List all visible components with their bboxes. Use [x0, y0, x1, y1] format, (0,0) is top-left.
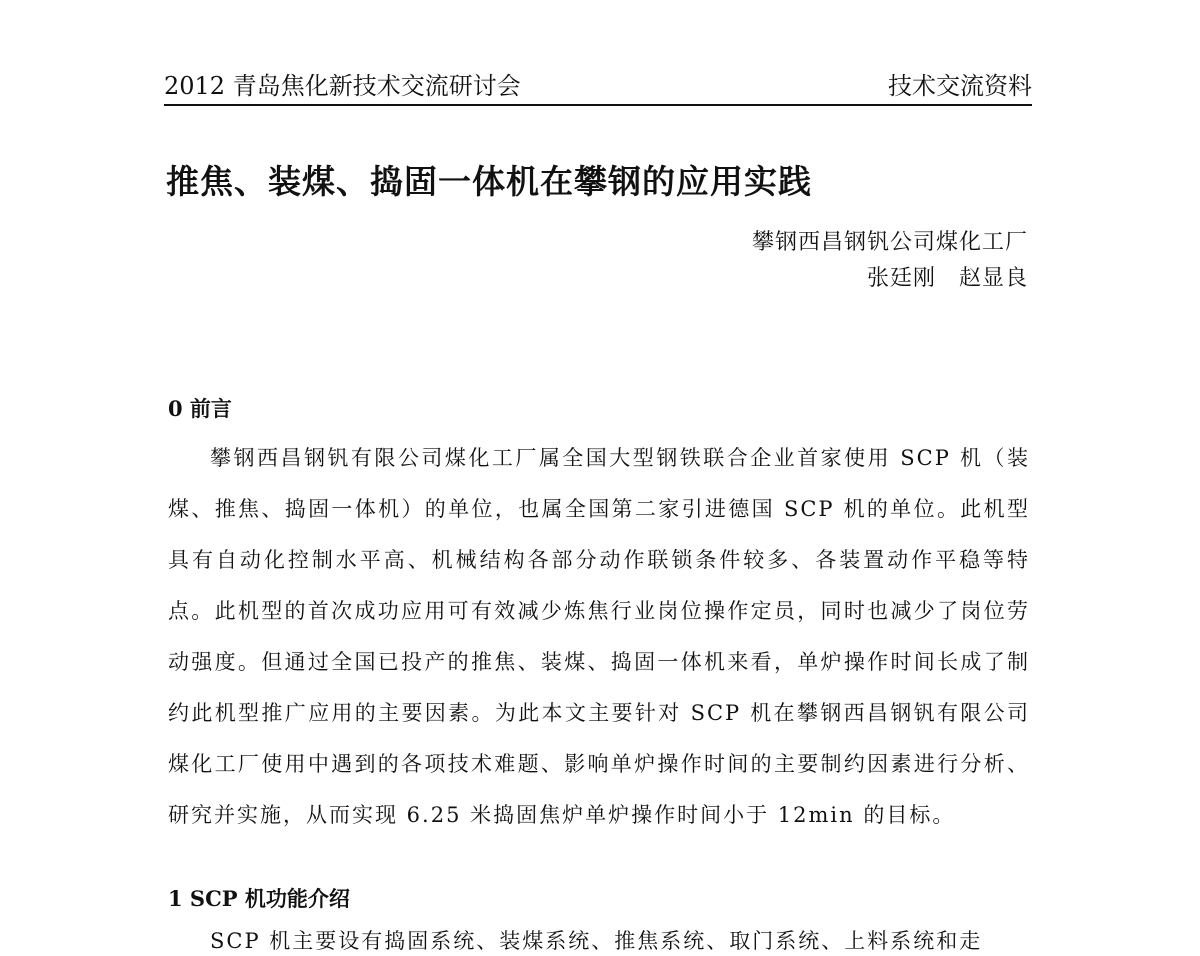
section-heading-scp-function: 1 SCP 机功能介绍	[168, 886, 350, 911]
author-affiliation: 攀钢西昌钢钒公司煤化工厂	[751, 230, 1028, 255]
header-doc-type: 技术交流资料	[888, 72, 1032, 100]
section-heading-preface: 0 前言	[168, 396, 232, 421]
scp-function-paragraph-start: SCP 机主要设有捣固系统、装煤系统、推焦系统、取门系统、上料系统和走	[210, 929, 983, 953]
running-header	[164, 72, 1032, 106]
article-title: 推焦、装煤、捣固一体机在攀钢的应用实践	[166, 162, 812, 201]
header-conference-name: 2012 青岛焦化新技术交流研讨会	[164, 72, 521, 100]
preface-paragraph: 攀钢西昌钢钒有限公司煤化工厂属全国大型钢铁联合企业首家使用 SCP 机（装煤、推焦、捣固一体机）的单位，也属全国第二家引进德国 SCP 机的单位。此机型具有自动化控制水平高、机械结构各部分动作联锁条件较多、各装置动作平稳等特点。此机型的首次成功应用可有效减少炼焦行业岗位操作定员，同时也减少了岗位劳动强度。但通过全国已投产的推焦、装煤、捣固一体机来看，单炉操作时间长成了制约此机型推广应用的主要因素。为此本文主要针对 SCP 机在攀钢西昌钢钒有限公司煤化工厂使用中遇到的各项技术难题、影响单炉操作时间的主要制约因素进行分析、研究并实施，从而实现 6.25 米捣固焦炉单炉操作时间小于 12min 的目标。	[168, 446, 1030, 827]
author-names: 张廷刚 赵显良	[866, 266, 1028, 291]
